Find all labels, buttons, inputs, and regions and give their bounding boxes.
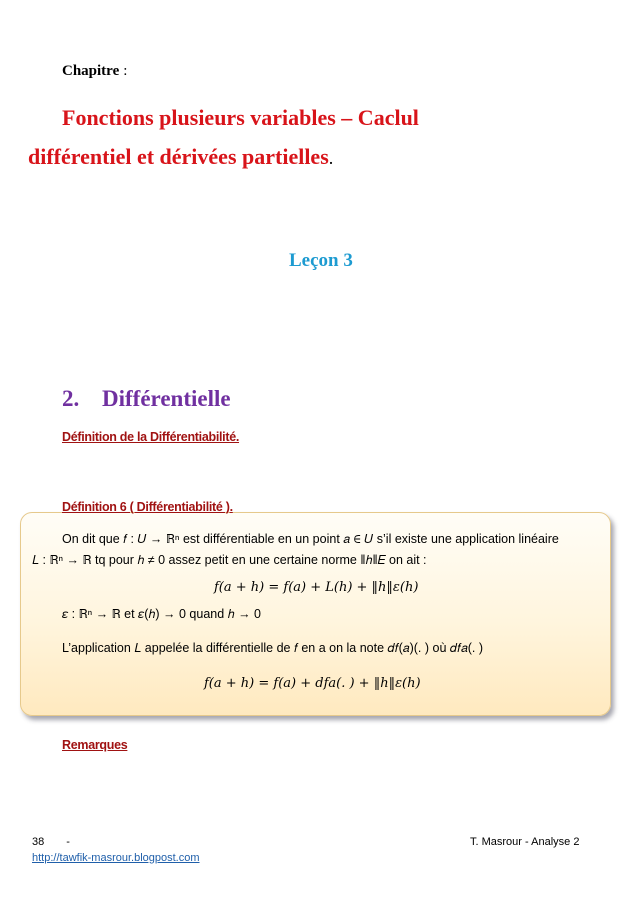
definition-line3: 𝜀 : ℝⁿ → ℝ et 𝜀(ℎ) → 0 quand ℎ → 0 [62, 607, 261, 621]
chapter-title-line2 [28, 144, 333, 170]
footer-separator: - [66, 836, 70, 848]
footer-page [32, 836, 70, 848]
footer-author: T. Masrour - Analyse 2 [470, 836, 580, 848]
definition-line4: L’application 𝐿 appelée la différentielle de 𝑓 en a on la note 𝑑𝑓(𝑎)(. ) où 𝑑𝑓𝑎(. ) [62, 641, 484, 655]
definition-line2: 𝐿 : ℝⁿ → ℝ tq pour ℎ ≠ 0 assez petit en une certaine norme ‖ℎ‖𝐸 on ait : [32, 553, 427, 567]
chapitre-label [62, 63, 127, 80]
lecon-title: Leçon 3 [289, 250, 353, 271]
section-number: 2. [62, 386, 80, 411]
chapter-title-line2-text: différentiel et dérivées partielles [28, 144, 329, 169]
chapter-title-line1: Fonctions plusieurs variables – Caclul [62, 105, 419, 130]
section-title: Différentielle [102, 386, 231, 411]
equation-2: 𝑓(𝑎 + ℎ) = 𝑓(𝑎) + 𝑑𝑓𝑎(. ) + ‖ℎ‖𝜀(ℎ) [204, 676, 421, 691]
chapitre-colon: : [123, 63, 128, 79]
chapitre-text: Chapitre [62, 63, 120, 79]
remarques-heading: Remarques [62, 738, 128, 752]
definition-line1: On dit que 𝑓 : 𝑈 → ℝⁿ est différentiable en un point 𝑎 ∈ 𝑈 s’il existe une application linéaire [62, 532, 559, 546]
chapter-title-end: . [328, 148, 334, 168]
footer-url-link[interactable]: http://tawfik-masrour.blogpost.com [32, 852, 200, 864]
equation-1: 𝑓(𝑎 + ℎ) = 𝑓(𝑎) + 𝐿(ℎ) + ‖ℎ‖𝜀(ℎ) [214, 580, 419, 595]
footer-page-number: 38 [32, 836, 45, 848]
definition-differentiabilite-heading: Définition de la Différentiabilité. [62, 430, 240, 444]
section-heading [62, 386, 231, 412]
definition-6-heading: Définition 6 ( Différentiabilité ). [62, 500, 233, 514]
